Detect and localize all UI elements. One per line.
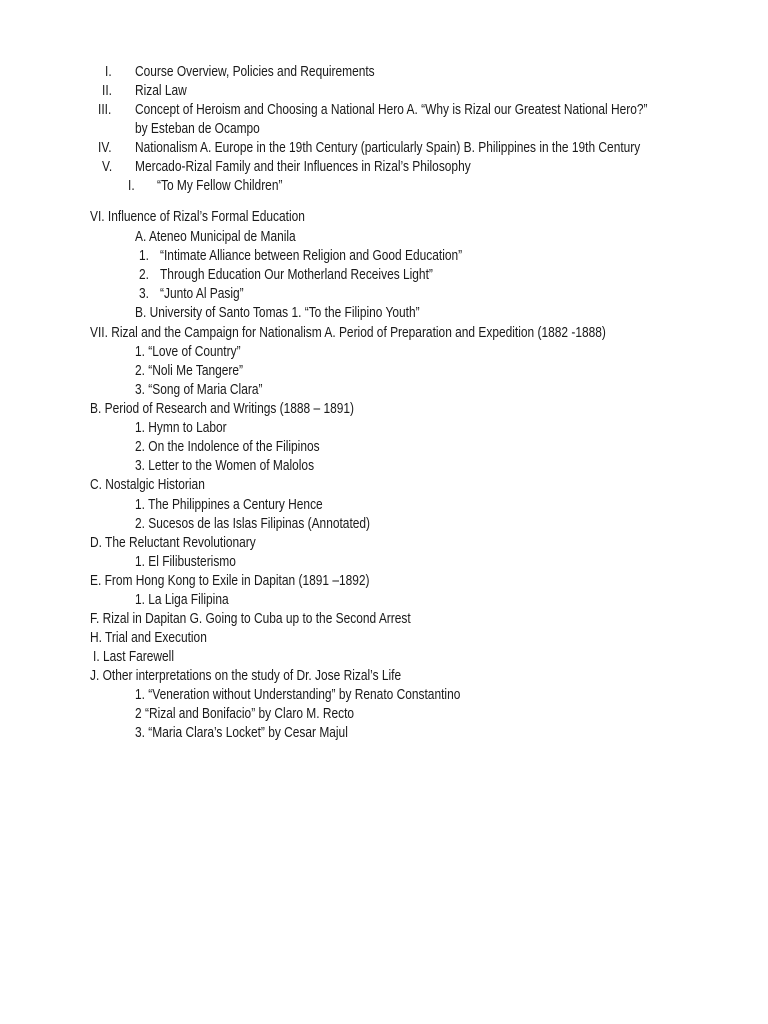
sub-numeral: I. — [128, 178, 135, 194]
list-item: 2. “Noli Me Tangere” — [135, 363, 243, 379]
list-item: 1. The Philippines a Century Hence — [135, 497, 323, 513]
section-heading: J. Other interpretations on the study of Dr. Jose Rizal’s Life — [90, 668, 402, 684]
list-item: 3. “Song of Maria Clara” — [135, 382, 263, 398]
list-number: 2. — [139, 267, 149, 283]
list-item: “Junto Al Pasig” — [160, 286, 244, 302]
outline-item: Concept of Heroism and Choosing a National Hero A. “Why is Rizal our Greatest National Hero?” — [135, 102, 648, 118]
list-item: “Intimate Alliance between Religion and Good Education” — [160, 248, 463, 264]
list-number: 3. — [139, 286, 149, 302]
section-heading: H. Trial and Execution — [90, 630, 207, 646]
roman-numeral: II. — [102, 83, 112, 99]
section-heading: VII. Rizal and the Campaign for Nationalism A. Period of Preparation and Expedition (1882 -1888) — [90, 325, 606, 341]
outline-subitem: B. University of Santo Tomas 1. “To the Filipino Youth” — [135, 305, 420, 321]
list-item: 3. Letter to the Women of Malolos — [135, 458, 315, 474]
roman-numeral: IV. — [98, 140, 112, 156]
list-item: Through Education Our Motherland Receives Light” — [160, 267, 433, 283]
section-heading: F. Rizal in Dapitan G. Going to Cuba up to the Second Arrest — [90, 611, 411, 627]
list-item: 1. “Love of Country” — [135, 344, 241, 360]
outline-item: Mercado-Rizal Family and their Influences in Rizal’s Philosophy — [135, 159, 471, 175]
outline-item: Course Overview, Policies and Requirements — [135, 64, 375, 80]
section-heading: B. Period of Research and Writings (1888 – 1891) — [90, 401, 355, 417]
list-item: 1. “Veneration without Understanding” by Renato Constantino — [135, 687, 461, 703]
list-item: 1. El Filibusterismo — [135, 554, 236, 570]
section-heading: C. Nostalgic Historian — [90, 477, 205, 493]
list-item: 1. La Liga Filipina — [135, 592, 229, 608]
outline-subitem: A. Ateneo Municipal de Manila — [135, 229, 296, 245]
outline-item: Rizal Law — [135, 83, 187, 99]
outline-subitem: “To My Fellow Children” — [157, 178, 283, 194]
list-item: 2 “Rizal and Bonifacio” by Claro M. Recto — [135, 706, 355, 722]
list-number: 1. — [139, 248, 149, 264]
outline-item-continuation: by Esteban de Ocampo — [135, 121, 260, 137]
section-heading: I. Last Farewell — [93, 649, 174, 665]
section-heading: E. From Hong Kong to Exile in Dapitan (1891 –1892) — [90, 573, 370, 589]
roman-numeral: III. — [98, 102, 112, 118]
list-item: 2. On the Indolence of the Filipinos — [135, 439, 320, 455]
list-item: 2. Sucesos de las Islas Filipinas (Annotated) — [135, 516, 371, 532]
roman-numeral: V. — [102, 159, 113, 175]
roman-numeral: I. — [105, 64, 112, 80]
section-heading: VI. Influence of Rizal’s Formal Education — [90, 209, 305, 225]
list-item: 1. Hymn to Labor — [135, 420, 227, 436]
section-heading: D. The Reluctant Revolutionary — [90, 535, 256, 551]
list-item: 3. “Maria Clara’s Locket” by Cesar Majul — [135, 725, 348, 741]
outline-item: Nationalism A. Europe in the 19th Century (particularly Spain) B. Philippines in the 19th Century — [135, 140, 641, 156]
